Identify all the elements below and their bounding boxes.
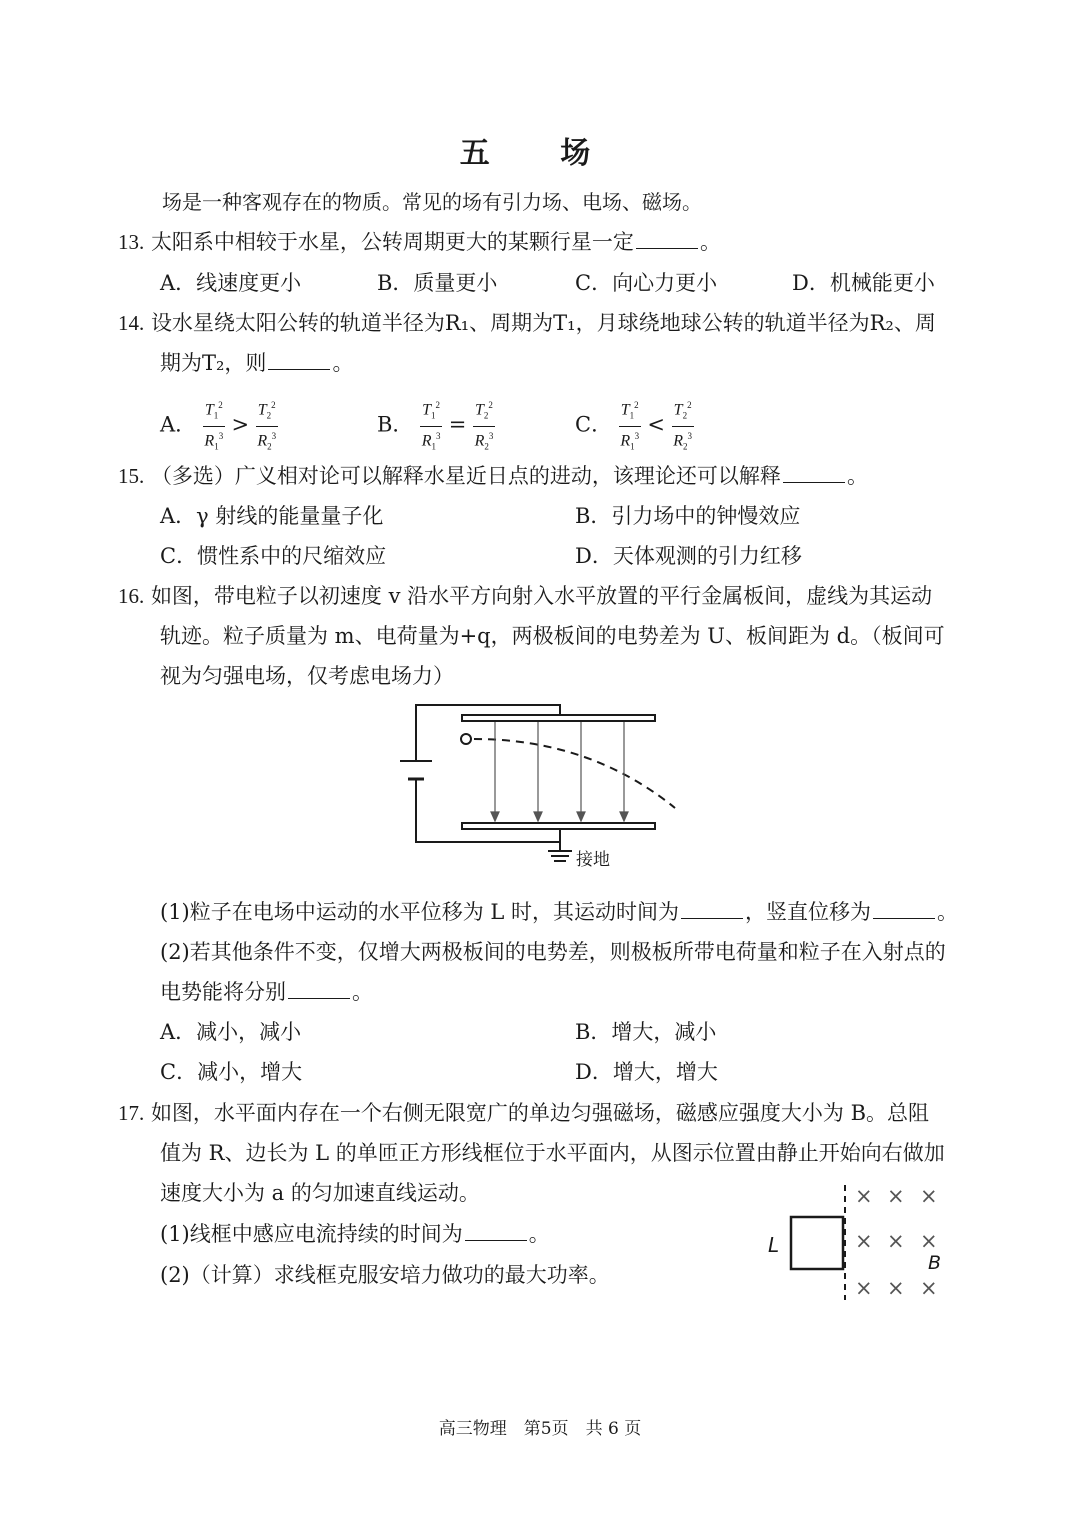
q16-sub1-blank2: [873, 896, 935, 919]
cross-mark: ×: [920, 1184, 938, 1208]
cross-mark: ×: [855, 1229, 873, 1253]
q17-sub1-end: 。: [528, 1222, 550, 1246]
particle: [461, 734, 471, 744]
capacitor-figure: [390, 695, 690, 875]
q15-end: 。: [846, 464, 868, 488]
q16-sub1-end: 。: [937, 900, 959, 924]
relation-sign: >: [231, 412, 250, 437]
q16-line2: 轨迹。粒子质量为 m、电荷量为+q，两极板间的电势差为 U、板间距为 d。（板间可: [160, 624, 945, 648]
q14-text1: 设水星绕太阳公转的轨道半径为R₁、周期为T₁，月球绕地球公转的轨道半径为R₂、周: [150, 311, 936, 335]
q16-sub1-blank1: [681, 896, 743, 919]
q15-option-b: B．引力场中的钟慢效应: [575, 504, 801, 528]
cross-mark: ×: [855, 1184, 873, 1208]
q16-number: 16.: [118, 584, 145, 608]
cross-mark: ×: [855, 1276, 873, 1300]
section-intro: 场是一种客观存在的物质。常见的场有引力场、电场、磁场。: [162, 190, 702, 214]
q17-number: 17.: [118, 1101, 145, 1125]
field-arrow: [491, 812, 499, 821]
cross-mark: ×: [920, 1229, 938, 1253]
fraction: $\frac{T_1^2}{R_1^3}$: [619, 396, 641, 456]
side-length-label: L: [768, 1233, 780, 1257]
q17-line2: 值为 R、边长为 L 的单匝正方形线框位于水平面内，从图示位置由静止开始向右做加: [160, 1141, 945, 1165]
q16-sub2-end: 。: [352, 980, 373, 1004]
q16-option-b: B．增大，减小: [575, 1020, 717, 1044]
q13-stem: [118, 222, 721, 262]
q14-number: 14.: [118, 311, 145, 335]
q17-sub1-blank: [465, 1218, 527, 1241]
q14-line2: [160, 343, 353, 383]
section-title: 五 场: [459, 136, 621, 171]
q16-line3: 视为匀强电场，仅考虑电场力）: [160, 664, 454, 688]
q16-option-a: A．减小，减小: [160, 1020, 302, 1044]
q14-text2: 期为T₂，则: [160, 351, 267, 375]
fraction: $\frac{T_1^2}{R_1^3}$: [420, 396, 442, 456]
q13-option-c: C．向心力更小: [575, 271, 718, 295]
q16-sub1-text1: (1)粒子在电场中运动的水平位移为 L 时，其运动时间为: [160, 900, 680, 924]
fraction: $\frac{T_2^2}{R_2^3}$: [256, 396, 278, 456]
q13-option-a: A．线速度更小: [160, 271, 302, 295]
q15-option-c: C．惯性系中的尺缩效应: [160, 544, 387, 568]
cross-mark: ×: [887, 1184, 905, 1208]
q15-number: 15.: [118, 464, 145, 488]
fraction: $\frac{T_1^2}{R_1^3}$: [203, 396, 225, 456]
q15-option-d: D．天体观测的引力红移: [575, 544, 802, 568]
q15-text: （多选）广义相对论可以解释水星近日点的进动，该理论还可以解释: [150, 464, 781, 488]
fraction: $\frac{T_2^2}{R_2^3}$: [473, 396, 495, 456]
q15-blank: [783, 460, 845, 483]
q15-stem: [118, 456, 868, 496]
q13-text: 太阳系中相较于水星，公转周期更大的某颗行星一定: [150, 230, 634, 254]
q17-sub1-text: (1)线框中感应电流持续的时间为: [160, 1222, 463, 1246]
top-plate: [462, 715, 655, 721]
q17-line1: [118, 1093, 929, 1133]
q13-end: 。: [699, 230, 721, 254]
q16-sub1-text2: ，竖直位移为: [745, 900, 872, 924]
q14-end: 。: [332, 351, 354, 375]
cross-mark: ×: [920, 1276, 938, 1300]
field-label: B: [928, 1252, 942, 1274]
q17-text1: 如图，水平面内存在一个右侧无限宽广的单边匀强磁场，磁感应强度大小为 B。总阻: [150, 1101, 930, 1125]
fraction: $\frac{T_2^2}{R_2^3}$: [672, 396, 694, 456]
trajectory: [474, 739, 675, 808]
page-footer: 高三物理 第5页 共 6 页: [438, 1419, 642, 1439]
field-arrow: [534, 812, 542, 821]
q13-option-d: D．机械能更小: [792, 271, 935, 295]
q16-sub2-blank: [288, 976, 350, 999]
q14-option-a-label: A．: [160, 412, 197, 437]
q14-blank: [268, 347, 330, 370]
q16-text1: 如图，带电粒子以初速度 v 沿水平方向射入水平放置的平行金属板间，虚线为其运动: [150, 584, 933, 608]
q17-sub2: (2)（计算）求线框克服安培力做功的最大功率。: [160, 1263, 610, 1287]
q14-option-b: [377, 396, 495, 456]
square-coil: [791, 1217, 843, 1269]
q14-option-c-label: C．: [575, 412, 613, 437]
q17-line3: 速度大小为 a 的匀加速直线运动。: [160, 1181, 480, 1205]
q15-option-a: A．γ 射线的能量量子化: [160, 504, 384, 528]
relation-sign: <: [647, 412, 665, 437]
q16-line1: [118, 576, 932, 616]
q16-sub2-line2: [160, 972, 373, 1012]
bottom-plate: [462, 823, 655, 829]
q14-option-c: [575, 396, 694, 456]
q13-option-b: B．质量更小: [377, 271, 498, 295]
q16-option-d: D．增大，增大: [575, 1060, 718, 1084]
q16-sub2-text: 电势能将分别: [160, 980, 286, 1004]
q13-blank: [636, 226, 698, 249]
q14-line1: [118, 303, 936, 343]
q13-number: 13.: [118, 230, 145, 254]
q16-sub2-line1: (2)若其他条件不变，仅增大两极板间的电势差，则极板所带电荷量和粒子在入射点的: [160, 940, 946, 964]
q14-option-a: [160, 396, 278, 456]
relation-sign: =: [448, 412, 467, 437]
cross-mark: ×: [887, 1229, 905, 1253]
field-arrow: [620, 812, 628, 821]
ground-label: 接地: [576, 850, 610, 870]
q14-option-b-label: B．: [377, 412, 414, 437]
q17-sub1: [160, 1214, 550, 1254]
q16-option-c: C．减小，增大: [160, 1060, 303, 1084]
cross-mark: ×: [887, 1276, 905, 1300]
field-arrow: [577, 812, 585, 821]
magnetic-field-figure: [760, 1180, 960, 1305]
q16-sub1: [160, 892, 958, 932]
